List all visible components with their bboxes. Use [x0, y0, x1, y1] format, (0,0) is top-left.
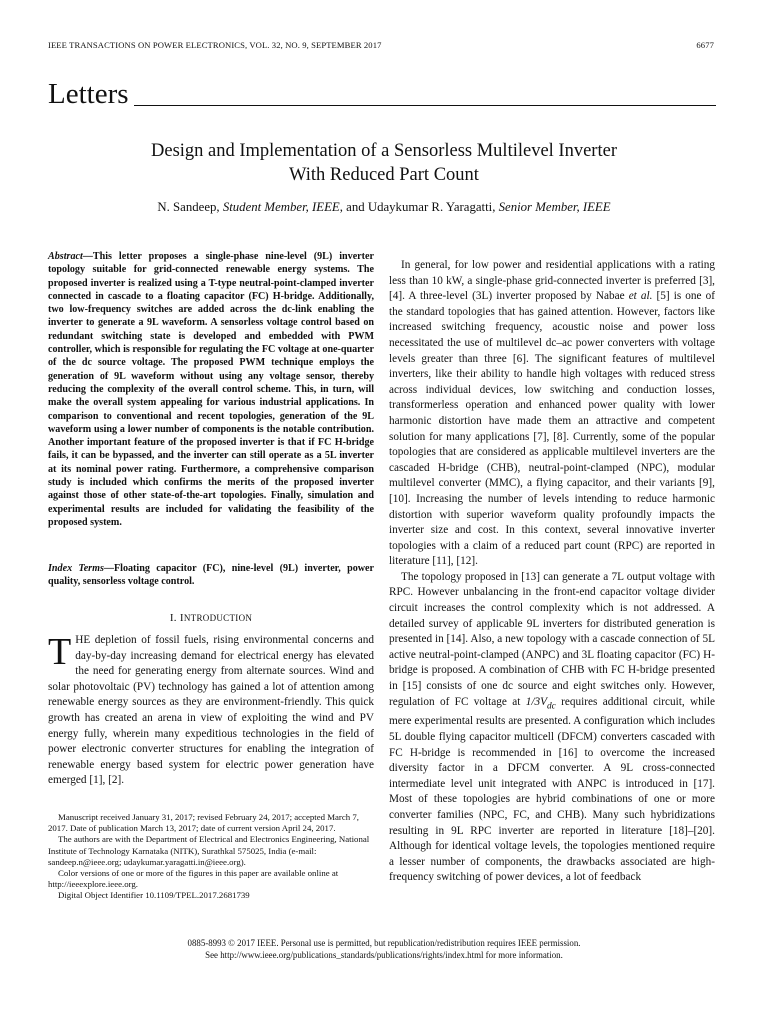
intro-heading-num: I. [169, 612, 177, 624]
title-line-1: Design and Implementation of a Sensorless Multilevel Inverter [151, 141, 617, 161]
intro-heading-first: I [179, 612, 184, 624]
copyright-line-2: See http://www.ieee.org/publications_standards/publications/rights/index.html for more information. [205, 950, 563, 960]
footnotes [48, 812, 374, 902]
section-label [48, 78, 716, 110]
intro-heading-rest: NTRODUCTION [183, 613, 253, 623]
journal-name: IEEE TRANSACTIONS ON POWER ELECTRONICS, VOL. 32, NO. 9, SEPTEMBER 2017 [48, 40, 382, 50]
p1-etal: et al. [628, 290, 653, 303]
title-line-2: With Reduced Part Count [289, 164, 479, 185]
paper-title [0, 140, 768, 187]
index-terms-label: Index Terms [48, 563, 104, 574]
index-terms [48, 562, 374, 589]
right-paragraph-1 [389, 258, 715, 570]
footnote-affiliation: The authors are with the Department of Electrical and Electronics Engineering, National Institute of Technology Karnataka (NITK), Surathkal 575025, India (e-mail: sandeep.n@ieee.org; udaykumar.yaragatti.in@ieee.org). [48, 834, 370, 867]
author-line [0, 200, 768, 215]
index-terms-text: —Floating capacitor (FC), nine-level (9L) inverter, power quality, sensorless voltage control. [48, 563, 374, 588]
right-column [389, 258, 715, 886]
author-conj: , and Udaykumar R. Yaragatti, [339, 200, 496, 214]
section-label-text: Letters [48, 78, 129, 110]
author-1: N. Sandeep, [157, 200, 220, 214]
author-2-role: Senior Member, IEEE [498, 200, 611, 214]
drop-cap: T [48, 631, 72, 673]
abstract-label: Abstract [48, 251, 83, 262]
footnote-color: Color versions of one or more of the figures in this paper are available online at http://ieeexplore.ieee.org. [48, 868, 339, 890]
fc-voltage-expression [525, 695, 556, 711]
running-header [48, 40, 714, 50]
abstract [48, 250, 374, 529]
copyright-notice [0, 937, 768, 961]
intro-heading [48, 612, 374, 624]
intro-paragraph [48, 633, 374, 789]
p1-text-a: In general, for low power and residential applications with a rating less than 10 kW, a single-phase grid-connected inverter is preferred [3], [4]. A three-level (3L) inverter proposed by Nabae [389, 259, 715, 303]
math-sub: dc [546, 700, 556, 711]
intro-text: HE depletion of fossil fuels, rising environmental concerns and day-by-day increasing demand for electrical energy has elevated the need for generating energy from alternate sources. Wind and solar photovoltaic (PV) technology has gained a lot of attention among renewable energy sources as they are environment-friendly. This quick growth has created an arena in view of exploiting the wind and PV energy fully, wherein many expeditious technologies in the field of power electronic converter structures for enabling the integration of renewable energy based system for electric power generation have emerged [1], [2]. [48, 634, 374, 787]
footnote-manuscript: Manuscript received January 31, 2017; revised February 24, 2017; accepted March 7, 2017. Date of publication March 13, 2017; date of current version April 24, 2017. [48, 812, 359, 834]
abstract-text: —This letter proposes a single-phase nine-level (9L) inverter topology suitable for grid-connected renewable energy systems. The proposed inverter is realized using a T-type neutral-point-clamped inverter connected in cascade to a floating capacitor (FC) H-bridge. Additionally, two low-frequency switches are added across the dc-link enabling the inverter to generate a 9L waveform. A sensorless voltage control based on redundant switching state is developed and embedded with PWM controller, which is responsible for regulating the FC voltage at one-quarter of the dc source voltage. The proposed PWM technique employs the generation of 9L waveform without using any voltage sensor, thereby reducing the complexity of the overall control scheme. This, in turn, will make the overall system appealing for various industrial applications. In comparison to conventional and recent topologies, generation of the 9L waveform using a lower number of components is the notable contribution. Another important feature of the proposed inverter is that if FC H-bridge fails, it can be bypassed, and the inverter can still operate as a 5L inverter at its nominal power rating. Furthermore, a comprehensive comparison study is included which confirms the merits of the proposed inverter against those of other state-of-the-art topologies. Finally, simulation and experimental results are included for validating the feasibility of the proposed system. [48, 251, 374, 528]
footnote-doi: Digital Object Identifier 10.1109/TPEL.2017.2681739 [58, 890, 250, 901]
author-1-role: Student Member, IEEE [222, 200, 340, 214]
p2-text-b: requires additional circuit, while mere experimental results are presented. A configuration which includes 5L double flying capacitor multicell (DFCM) converters cascaded with FC H-bridge is recommended in [16] to overcome the increased diversity factor in a DFCM converter. A 9L cross-connected intermediate level unit integrated with ANPC is introduced in [17]. Most of these topologies are hybrid combinations of one or more converter families (NPC, FC, and CHB). Many such hybridizations resulting in 9L RPC inverter are reported in literature [18]–[20]. Although for identical voltage levels, the topologies mentioned require a lesser number of components, the drawbacks associated are high-frequency switching of power devices, a lot of feedback [389, 695, 715, 884]
p1-text-b: [5] is one of the standard topologies that has gained attention. However, factors like increased switching frequency, acoustic noise and power loss necessitated the use of multilevel dc–ac power converters with voltage levels greater than three [6]. The significant features of multilevel inverters, like their ability to handle high voltages with reduced stress across individual devices, low switching and conduction losses, transformerless operation and enhanced power quality with lower harmonic distortion have made them an attractive and competent solution for many applications [7], [8]. Currently, some of the popular topologies that are considered as applicable multilevel inverters are the cascaded H-bridge (CHB), neutral-point-clamped (NPC), modular multilevel converter (MMC), a flying capacitor, and their variants [9], [10]. Increasing the number of levels intending to reduce harmonic distortion with superior waveform quality profoundly impacts the inverter size and cost. In this context, several innovative inverter topologies with a claim of a reduced part count (RPC) are reported in literature [11], [12]. [389, 290, 715, 568]
p2-text-a: The topology proposed in [13] can generate a 7L output voltage with RPC. However unbalancing in the front-end capacitor voltage divider circuit increases the control complexity which is not addressed. A detailed survey of applicable 9L inverters for distributed generation is presented in [14]. Also, a new topology with a cascade connection of 5L active neutral-point-clamped (ANPC) and 3L floating capacitor (FC) H-bridge is proposed. A combination of CHB with FC H-bridge presented in [15] consists of one dc source and eight switches only. However, regulation of FC voltage at [389, 570, 715, 708]
copyright-line-1: 0885-8993 © 2017 IEEE. Personal use is permitted, but republication/redistribution requires IEEE permission. [187, 938, 581, 948]
right-paragraph-2 [389, 570, 715, 886]
page-number: 6677 [696, 40, 714, 50]
math-main: 1/3V [525, 695, 547, 708]
section-rule [134, 105, 716, 106]
